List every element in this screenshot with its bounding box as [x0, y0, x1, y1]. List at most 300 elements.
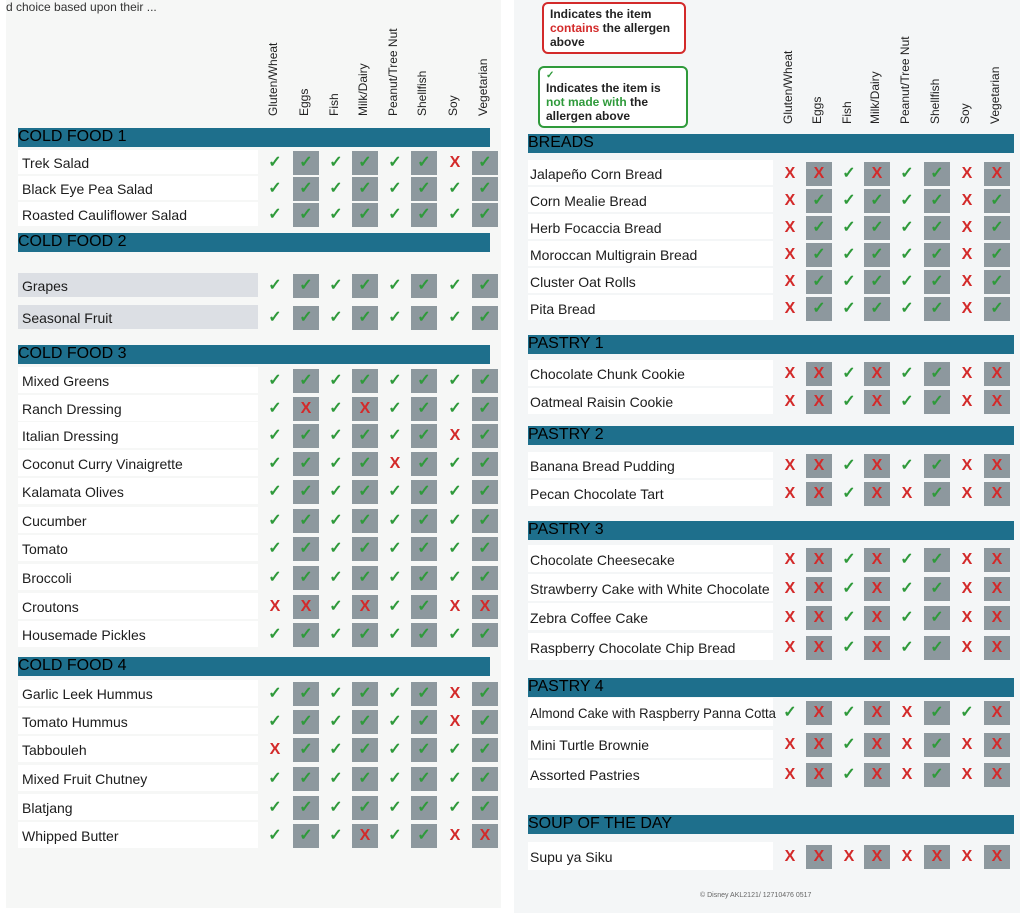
- check-mark-icon: ✓: [900, 393, 914, 410]
- cross-mark-icon: X: [784, 579, 796, 597]
- check-mark-icon: ✓: [472, 710, 498, 734]
- check-mark-icon: ✓: [448, 540, 462, 557]
- check-mark-icon: ✓: [268, 626, 282, 643]
- check-mark-icon: ✓: [864, 243, 890, 267]
- cross-mark-icon: X: [984, 454, 1010, 478]
- item-name: Blatjang: [22, 800, 73, 816]
- check-mark-icon: ✓: [472, 566, 498, 590]
- check-mark-icon: ✓: [411, 369, 437, 393]
- check-mark-icon: ✓: [329, 427, 343, 444]
- item-name: Broccoli: [22, 570, 72, 586]
- check-mark-icon: ✓: [900, 608, 914, 626]
- cross-mark-icon: X: [784, 457, 796, 474]
- check-mark-icon: ✓: [268, 372, 282, 389]
- check-mark-icon: ✓: [448, 372, 462, 389]
- item-name: Almond Cake with Raspberry Panna Cotta: [530, 705, 776, 721]
- item-name: Housemade Pickles: [22, 627, 146, 643]
- check-mark-icon: ✓: [388, 713, 402, 730]
- section-title: COLD FOOD 1: [18, 128, 127, 145]
- check-mark-icon: ✓: [293, 710, 319, 734]
- item-name: Trek Salad: [22, 155, 90, 171]
- cross-mark-icon: X: [806, 606, 832, 630]
- cross-mark-icon: X: [864, 577, 890, 601]
- cross-mark-icon: X: [784, 164, 796, 182]
- right-menu-panel: [514, 0, 1020, 913]
- section-band-pastry-4: [528, 678, 1014, 697]
- check-mark-icon: ✓: [900, 191, 914, 209]
- cross-mark-icon: X: [984, 362, 1010, 386]
- check-mark-icon: ✓: [864, 216, 890, 240]
- check-mark-icon: ✓: [268, 827, 282, 844]
- check-mark-icon: ✓: [293, 274, 319, 298]
- check-mark-icon: ✓: [329, 512, 343, 529]
- check-mark-icon: ✓: [352, 566, 378, 590]
- check-mark-icon: ✓: [448, 483, 462, 500]
- check-mark-icon: ✓: [924, 577, 950, 601]
- section-title: COLD FOOD 3: [18, 345, 127, 362]
- check-mark-icon: ✓: [411, 537, 437, 561]
- check-mark-icon: ✓: [472, 177, 498, 201]
- item-name: Mixed Fruit Chutney: [22, 771, 148, 787]
- item-name: Zebra Coffee Cake: [530, 609, 649, 626]
- cross-mark-icon: X: [449, 154, 461, 171]
- section-title: BREADS: [528, 134, 594, 151]
- item-name: Ranch Dressing: [22, 401, 122, 417]
- item-name: Strawberry Cake with White Chocolate: [530, 580, 770, 597]
- check-mark-icon: ✓: [900, 218, 914, 236]
- column-header-soy: Soy: [446, 95, 460, 116]
- column-header-peanut-tree-nut: Peanut/Tree Nut: [386, 28, 400, 116]
- cross-mark-icon: X: [472, 824, 498, 848]
- cross-mark-icon: X: [864, 606, 890, 630]
- check-mark-icon: ✓: [842, 608, 856, 626]
- item-name: Whipped Butter: [22, 828, 119, 844]
- cross-mark-icon: X: [984, 482, 1010, 506]
- check-mark-icon: ✓: [388, 372, 402, 389]
- item-name: Italian Dressing: [22, 428, 119, 444]
- check-mark-icon: ✓: [388, 309, 402, 326]
- check-mark-icon: ✓: [472, 397, 498, 421]
- check-mark-icon: ✓: [329, 540, 343, 557]
- check-mark-icon: ✓: [448, 206, 462, 223]
- check-mark-icon: ✓: [984, 243, 1010, 267]
- check-mark-icon: ✓: [388, 180, 402, 197]
- check-mark-icon: ✓: [411, 397, 437, 421]
- check-mark-icon: ✓: [472, 509, 498, 533]
- cross-mark-icon: X: [984, 763, 1010, 787]
- item-name: Tomato: [22, 541, 68, 557]
- section-title: PASTRY 3: [528, 521, 604, 538]
- check-mark-icon: ✓: [352, 369, 378, 393]
- item-name: Assorted Pastries: [530, 767, 640, 783]
- check-mark-icon: ✓: [329, 400, 343, 417]
- check-mark-icon: ✓: [388, 400, 402, 417]
- check-mark-icon: ✓: [472, 151, 498, 175]
- cross-mark-icon: X: [864, 162, 890, 186]
- check-mark-icon: ✓: [293, 369, 319, 393]
- column-header-milk-dairy: Milk/Dairy: [868, 71, 882, 124]
- cross-mark-icon: X: [901, 766, 913, 783]
- check-mark-icon: ✓: [329, 741, 343, 758]
- cross-mark-icon: X: [961, 736, 973, 753]
- cross-mark-icon: X: [806, 733, 832, 757]
- check-mark-icon: ✓: [472, 623, 498, 647]
- cross-mark-icon: X: [806, 454, 832, 478]
- check-mark-icon: ✓: [388, 827, 402, 844]
- check-mark-icon: ✓: [842, 218, 856, 236]
- column-header-peanut-tree-nut: Peanut/Tree Nut: [898, 36, 912, 124]
- item-name: Banana Bread Pudding: [530, 458, 675, 474]
- check-mark-icon: ✓: [806, 189, 832, 213]
- check-mark-icon: ✓: [472, 767, 498, 791]
- cross-mark-icon: X: [961, 191, 973, 209]
- cross-mark-icon: X: [924, 845, 950, 869]
- cross-mark-icon: X: [269, 598, 281, 615]
- check-mark-icon: ✓: [472, 203, 498, 227]
- check-mark-icon: ✓: [806, 297, 832, 321]
- check-mark-icon: ✓: [411, 424, 437, 448]
- cross-mark-icon: X: [984, 845, 1010, 869]
- check-mark-icon: ✓: [411, 452, 437, 476]
- section-band-soup-of-the-day: [528, 815, 1014, 834]
- cross-mark-icon: X: [449, 598, 461, 615]
- check-mark-icon: ✓: [293, 509, 319, 533]
- check-mark-icon: ✓: [411, 738, 437, 762]
- cross-mark-icon: X: [806, 362, 832, 386]
- section-title: COLD FOOD 4: [18, 657, 127, 674]
- cross-mark-icon: X: [449, 427, 461, 444]
- cross-mark-icon: X: [961, 365, 973, 382]
- check-mark-icon: ✓: [268, 427, 282, 444]
- legend-check-icon: ✓: [546, 70, 555, 81]
- check-mark-icon: ✓: [448, 309, 462, 326]
- check-mark-icon: ✓: [984, 189, 1010, 213]
- item-name: Tabbouleh: [22, 742, 87, 758]
- cross-mark-icon: X: [784, 736, 796, 753]
- check-mark-icon: ✓: [900, 638, 914, 656]
- check-mark-icon: ✓: [352, 509, 378, 533]
- check-mark-icon: ✓: [472, 424, 498, 448]
- cross-mark-icon: X: [961, 164, 973, 182]
- check-mark-icon: ✓: [448, 626, 462, 643]
- item-name: Moroccan Multigrain Bread: [530, 246, 698, 263]
- check-mark-icon: ✓: [842, 736, 856, 753]
- check-mark-icon: ✓: [900, 299, 914, 317]
- check-mark-icon: ✓: [268, 400, 282, 417]
- column-header-soy: Soy: [958, 103, 972, 124]
- cross-mark-icon: X: [269, 741, 281, 758]
- column-header-fish: Fish: [327, 93, 341, 116]
- check-mark-icon: ✓: [411, 509, 437, 533]
- cross-mark-icon: X: [784, 848, 796, 865]
- check-mark-icon: ✓: [329, 569, 343, 586]
- check-mark-icon: ✓: [472, 369, 498, 393]
- check-mark-icon: ✓: [411, 682, 437, 706]
- check-mark-icon: ✓: [329, 799, 343, 816]
- check-mark-icon: ✓: [472, 796, 498, 820]
- check-mark-icon: ✓: [293, 566, 319, 590]
- check-mark-icon: ✓: [411, 177, 437, 201]
- check-mark-icon: ✓: [472, 537, 498, 561]
- section-title: COLD FOOD 2: [18, 233, 127, 250]
- check-mark-icon: ✓: [268, 770, 282, 787]
- cross-mark-icon: X: [784, 766, 796, 783]
- item-name: Kalamata Olives: [22, 484, 124, 500]
- check-mark-icon: ✓: [293, 623, 319, 647]
- cross-mark-icon: X: [864, 636, 890, 660]
- check-mark-icon: ✓: [352, 537, 378, 561]
- item-name: Mixed Greens: [22, 373, 110, 389]
- check-mark-icon: ✓: [293, 738, 319, 762]
- item-name: Supu ya Siku: [530, 849, 613, 865]
- check-mark-icon: ✓: [352, 480, 378, 504]
- check-mark-icon: ✓: [388, 277, 402, 294]
- footer-code: © Disney AKL2121/ 12710476 0517: [700, 892, 812, 899]
- item-name: Pecan Chocolate Tart: [530, 486, 664, 502]
- cross-mark-icon: X: [864, 548, 890, 572]
- check-mark-icon: ✓: [448, 512, 462, 529]
- cross-mark-icon: X: [864, 454, 890, 478]
- check-mark-icon: ✓: [352, 682, 378, 706]
- cross-mark-icon: X: [984, 390, 1010, 414]
- item-name: Pita Bread: [530, 300, 596, 317]
- column-header-eggs: Eggs: [810, 96, 824, 124]
- check-mark-icon: ✓: [842, 579, 856, 597]
- check-mark-icon: ✓: [448, 455, 462, 472]
- section-band-cold-food-4: [18, 657, 490, 676]
- check-mark-icon: ✓: [900, 365, 914, 382]
- cross-mark-icon: X: [449, 713, 461, 730]
- cross-mark-icon: X: [806, 482, 832, 506]
- check-mark-icon: ✓: [924, 297, 950, 321]
- cross-mark-icon: X: [806, 701, 832, 725]
- item-name: Raspberry Chocolate Chip Bread: [530, 639, 736, 656]
- legend-contains: Indicates the item contains the allergen above: [542, 2, 686, 54]
- check-mark-icon: ✓: [448, 741, 462, 758]
- section-title: SOUP OF THE DAY: [528, 815, 673, 832]
- check-mark-icon: ✓: [924, 216, 950, 240]
- item-name: Seasonal Fruit: [22, 310, 113, 326]
- item-name: Cluster Oat Rolls: [530, 273, 636, 290]
- cross-mark-icon: X: [806, 577, 832, 601]
- check-mark-icon: ✓: [842, 393, 856, 410]
- column-header-eggs: Eggs: [297, 88, 311, 116]
- cross-mark-icon: X: [806, 763, 832, 787]
- check-mark-icon: ✓: [984, 270, 1010, 294]
- cross-mark-icon: X: [806, 845, 832, 869]
- check-mark-icon: ✓: [783, 704, 797, 721]
- check-mark-icon: ✓: [924, 454, 950, 478]
- check-mark-icon: ✓: [924, 189, 950, 213]
- check-mark-icon: ✓: [842, 164, 856, 182]
- check-mark-icon: ✓: [411, 566, 437, 590]
- check-mark-icon: ✓: [268, 540, 282, 557]
- check-mark-icon: ✓: [806, 243, 832, 267]
- check-mark-icon: ✓: [352, 306, 378, 330]
- item-name: Roasted Cauliflower Salad: [22, 207, 187, 223]
- cross-mark-icon: X: [806, 390, 832, 414]
- check-mark-icon: ✓: [448, 770, 462, 787]
- check-mark-icon: ✓: [329, 309, 343, 326]
- check-mark-icon: ✓: [352, 767, 378, 791]
- cross-mark-icon: X: [864, 390, 890, 414]
- column-header-gluten-wheat: Gluten/Wheat: [781, 50, 795, 124]
- check-mark-icon: ✓: [984, 216, 1010, 240]
- item-name: Croutons: [22, 599, 79, 615]
- check-mark-icon: ✓: [329, 180, 343, 197]
- check-mark-icon: ✓: [293, 151, 319, 175]
- check-mark-icon: ✓: [268, 206, 282, 223]
- check-mark-icon: ✓: [900, 272, 914, 290]
- check-mark-icon: ✓: [388, 154, 402, 171]
- check-mark-icon: ✓: [924, 701, 950, 725]
- check-mark-icon: ✓: [900, 579, 914, 597]
- check-mark-icon: ✓: [293, 796, 319, 820]
- check-mark-icon: ✓: [268, 512, 282, 529]
- check-mark-icon: ✓: [352, 151, 378, 175]
- check-mark-icon: ✓: [924, 482, 950, 506]
- check-mark-icon: ✓: [268, 180, 282, 197]
- check-mark-icon: ✓: [388, 427, 402, 444]
- check-mark-icon: ✓: [293, 203, 319, 227]
- check-mark-icon: ✓: [842, 365, 856, 382]
- check-mark-icon: ✓: [806, 270, 832, 294]
- check-mark-icon: ✓: [329, 483, 343, 500]
- cross-mark-icon: X: [961, 218, 973, 236]
- check-mark-icon: ✓: [268, 309, 282, 326]
- check-mark-icon: ✓: [842, 704, 856, 721]
- cross-mark-icon: X: [984, 701, 1010, 725]
- section-band-cold-food-1: [18, 128, 490, 147]
- item-name: Coconut Curry Vinaigrette: [22, 456, 183, 472]
- check-mark-icon: ✓: [472, 738, 498, 762]
- check-mark-icon: ✓: [900, 550, 914, 568]
- check-mark-icon: ✓: [411, 595, 437, 619]
- check-mark-icon: ✓: [411, 151, 437, 175]
- item-name: Cucumber: [22, 513, 87, 529]
- cross-mark-icon: X: [961, 457, 973, 474]
- check-mark-icon: ✓: [329, 372, 343, 389]
- check-mark-icon: ✓: [924, 270, 950, 294]
- check-mark-icon: ✓: [388, 598, 402, 615]
- check-mark-icon: ✓: [268, 569, 282, 586]
- check-mark-icon: ✓: [900, 457, 914, 474]
- check-mark-icon: ✓: [842, 457, 856, 474]
- item-name: Corn Mealie Bread: [530, 192, 647, 209]
- check-mark-icon: ✓: [329, 598, 343, 615]
- check-mark-icon: ✓: [388, 799, 402, 816]
- cross-mark-icon: X: [961, 272, 973, 290]
- check-mark-icon: ✓: [293, 424, 319, 448]
- check-mark-icon: ✓: [293, 177, 319, 201]
- check-mark-icon: ✓: [411, 306, 437, 330]
- check-mark-icon: ✓: [472, 274, 498, 298]
- cross-mark-icon: X: [389, 455, 401, 472]
- check-mark-icon: ✓: [960, 704, 974, 721]
- cross-mark-icon: X: [293, 595, 319, 619]
- cross-mark-icon: X: [472, 595, 498, 619]
- check-mark-icon: ✓: [388, 512, 402, 529]
- cross-mark-icon: X: [961, 245, 973, 263]
- item-name: Oatmeal Raisin Cookie: [530, 394, 674, 410]
- section-band-pastry-2: [528, 426, 1014, 445]
- check-mark-icon: ✓: [448, 277, 462, 294]
- item-name: Tomato Hummus: [22, 714, 128, 730]
- item-name: Jalapeño Corn Bread: [530, 165, 663, 182]
- check-mark-icon: ✓: [842, 485, 856, 502]
- check-mark-icon: ✓: [268, 455, 282, 472]
- cross-mark-icon: X: [784, 191, 796, 209]
- left-menu-panel: [6, 0, 501, 908]
- cross-mark-icon: X: [864, 763, 890, 787]
- check-mark-icon: ✓: [924, 362, 950, 386]
- section-band-breads: [528, 134, 1014, 153]
- check-mark-icon: ✓: [388, 741, 402, 758]
- cross-mark-icon: X: [806, 162, 832, 186]
- check-mark-icon: ✓: [329, 770, 343, 787]
- item-name: Mini Turtle Brownie: [530, 737, 650, 753]
- cross-mark-icon: X: [961, 485, 973, 502]
- check-mark-icon: ✓: [411, 767, 437, 791]
- column-header-milk-dairy: Milk/Dairy: [356, 63, 370, 116]
- check-mark-icon: ✓: [842, 550, 856, 568]
- cross-mark-icon: X: [784, 299, 796, 317]
- column-header-gluten-wheat: Gluten/Wheat: [266, 42, 280, 116]
- cross-mark-icon: X: [961, 393, 973, 410]
- check-mark-icon: ✓: [411, 274, 437, 298]
- cross-mark-icon: X: [449, 685, 461, 702]
- cross-mark-icon: X: [984, 606, 1010, 630]
- check-mark-icon: ✓: [924, 162, 950, 186]
- section-title: PASTRY 1: [528, 335, 604, 352]
- check-mark-icon: ✓: [329, 626, 343, 643]
- check-mark-icon: ✓: [842, 638, 856, 656]
- check-mark-icon: ✓: [388, 483, 402, 500]
- check-mark-icon: ✓: [352, 796, 378, 820]
- check-mark-icon: ✓: [352, 623, 378, 647]
- check-mark-icon: ✓: [842, 191, 856, 209]
- cross-mark-icon: X: [352, 824, 378, 848]
- check-mark-icon: ✓: [268, 713, 282, 730]
- column-header-vegetarian: Vegetarian: [476, 58, 490, 116]
- cross-mark-icon: X: [843, 848, 855, 865]
- cross-mark-icon: X: [961, 638, 973, 656]
- check-mark-icon: ✓: [924, 243, 950, 267]
- item-name: Chocolate Chunk Cookie: [530, 366, 685, 382]
- check-mark-icon: ✓: [388, 626, 402, 643]
- check-mark-icon: ✓: [293, 306, 319, 330]
- check-mark-icon: ✓: [448, 400, 462, 417]
- check-mark-icon: ✓: [293, 452, 319, 476]
- check-mark-icon: ✓: [472, 452, 498, 476]
- check-mark-icon: ✓: [411, 710, 437, 734]
- cross-mark-icon: X: [784, 393, 796, 410]
- check-mark-icon: ✓: [329, 277, 343, 294]
- check-mark-icon: ✓: [293, 480, 319, 504]
- check-mark-icon: ✓: [293, 682, 319, 706]
- cross-mark-icon: X: [984, 577, 1010, 601]
- check-mark-icon: ✓: [293, 767, 319, 791]
- cross-mark-icon: X: [784, 608, 796, 626]
- cross-mark-icon: X: [984, 636, 1010, 660]
- section-title: PASTRY 4: [528, 678, 604, 695]
- check-mark-icon: ✓: [806, 216, 832, 240]
- check-mark-icon: ✓: [842, 245, 856, 263]
- column-header-shellfish: Shellfish: [415, 70, 429, 116]
- cross-mark-icon: X: [784, 485, 796, 502]
- check-mark-icon: ✓: [842, 299, 856, 317]
- check-mark-icon: ✓: [842, 766, 856, 783]
